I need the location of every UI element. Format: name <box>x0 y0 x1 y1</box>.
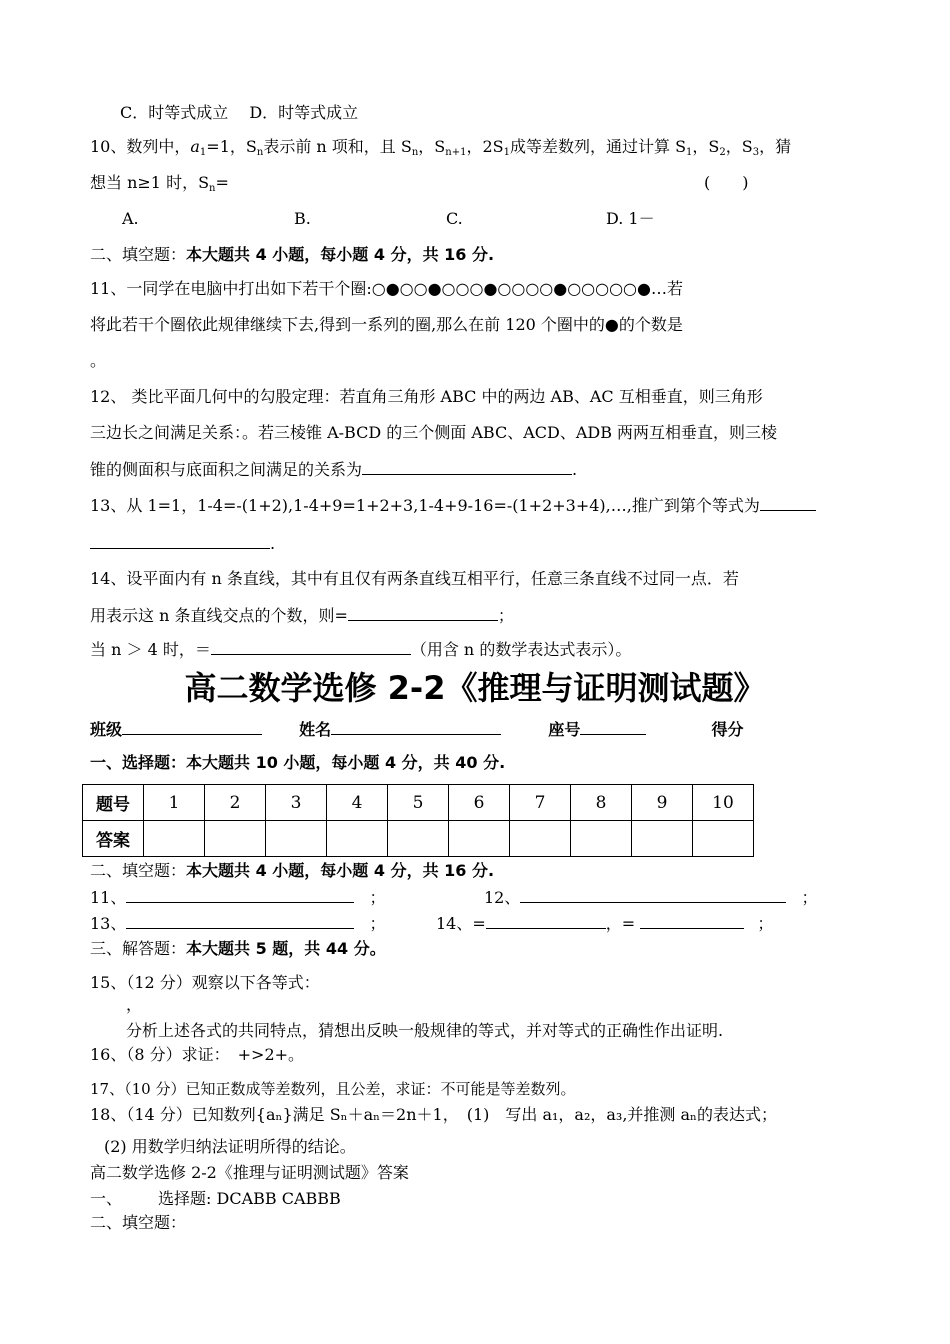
table-cell: 3 <box>266 785 327 821</box>
answer-cell[interactable] <box>388 821 449 857</box>
answer-section1: 一、 选择题: DCABB CABBB <box>90 1189 341 1208</box>
q10-option-d: D. 1－ <box>606 209 655 228</box>
q10-option-a: A. <box>122 209 139 228</box>
q13-blank-1 <box>760 494 816 511</box>
table-cell: 9 <box>632 785 693 821</box>
answer-cell[interactable] <box>327 821 388 857</box>
q15-line1: 15、（12 分）观察以下各等式： <box>90 973 320 992</box>
table-cell: 6 <box>449 785 510 821</box>
q15-line2: ， <box>126 995 143 1014</box>
q18-line1: 18、（14 分）已知数列{aₙ}满足 Sₙ＋aₙ＝2n＋1， (1) 写出 a₁，a₂，a₃,并推测 aₙ的表达式； <box>90 1105 777 1124</box>
answer-cell[interactable] <box>449 821 510 857</box>
answer-blank-13[interactable] <box>126 912 354 929</box>
table-row <box>83 785 754 821</box>
section1-heading: 一、选择题：本大题共 10 小题，每小题 4 分，共 40 分. <box>90 753 506 772</box>
section2b-heading: 二、填空题：本大题共 4 小题，每小题 4 分，共 16 分. <box>90 861 495 880</box>
seat-field[interactable] <box>580 718 646 735</box>
table-header-number: 题号 <box>83 785 144 821</box>
answer-blank-12[interactable] <box>520 886 786 903</box>
class-field[interactable] <box>122 718 262 735</box>
fill-row-1b: 12、 ； <box>484 888 818 907</box>
answer-section2: 二、填空题： <box>90 1213 187 1232</box>
q14-line1: 14、设平面内有 n 条直线，其中有且仅有两条直线互相平行，任意三条直线不过同一点．若 <box>90 569 739 588</box>
table-cell: 7 <box>510 785 571 821</box>
answer-cell[interactable] <box>571 821 632 857</box>
q14-blank-2 <box>211 638 411 655</box>
answer-blank-14b[interactable] <box>640 912 744 929</box>
q13-line1: 13、从 1=1，1-4=-(1+2),1-4+9=1+2+3,1-4+9-16=-(1+2+3+4),…,推广到第个等式为 <box>90 494 816 517</box>
answer-cell[interactable] <box>144 821 205 857</box>
answer-cell[interactable] <box>205 821 266 857</box>
answer-cell[interactable] <box>693 821 754 857</box>
answer-table <box>82 784 754 857</box>
q12-line3: 锥的侧面积与底面积之间满足的关系为 . <box>90 460 578 479</box>
answer-cell[interactable] <box>632 821 693 857</box>
q13-line2: . <box>90 532 275 555</box>
table-cell: 10 <box>693 785 754 821</box>
answer-cell[interactable] <box>266 821 327 857</box>
answer-blank-11[interactable] <box>126 886 354 903</box>
table-row <box>83 821 754 857</box>
q10-line1: 10、数列中，$a_1=1$，$S_n$表示前 n 项和，且 $S_n$，$S_{n+1}$，$2S_1$成等差数列，通过计算 $S_1$，$S_2$，$S_3$，猜 <box>90 137 792 158</box>
q14-blank-1 <box>348 604 498 621</box>
table-cell: 4 <box>327 785 388 821</box>
table-cell: 2 <box>205 785 266 821</box>
q10-option-c: C. <box>446 209 463 228</box>
q12-blank <box>362 458 572 475</box>
q15-line3: 分析上述各式的共同特点，猜想出反映一般规律的等式，并对等式的正确性作出证明. <box>126 1021 724 1040</box>
answer-cell[interactable] <box>510 821 571 857</box>
table-cell: 8 <box>571 785 632 821</box>
q13-blank-2 <box>90 532 270 549</box>
q9-options: C．时等式成立 D．时等式成立 <box>120 103 359 122</box>
q11-line1: 11、一同学在电脑中打出如下若干个圈:○●○○●○○○●○○○○●○○○○○●…若 <box>90 279 683 298</box>
q17: 17、（10 分）已知正数成等差数列，且公差，求证：不可能是等差数列。 <box>90 1080 576 1098</box>
table-header-answer: 答案 <box>83 821 144 857</box>
q16: 16、（8 分）求证： +>2+。 <box>90 1045 305 1064</box>
q14-line2: 用表示这 n 条直线交点的个数，则= ； <box>90 606 514 625</box>
q11-line3: 。 <box>90 351 107 370</box>
q11-line2: 将此若干个圈依此规律继续下去,得到一系列的圈,那么在前 120 个圈中的●的个数是 <box>90 315 683 334</box>
answer-title: 高二数学选修 2-2《推理与证明测试题》答案 <box>90 1163 409 1182</box>
q10-paren: ( ) <box>704 173 749 192</box>
section2-heading: 二、填空题：本大题共 4 小题，每小题 4 分，共 16 分. <box>90 245 495 264</box>
q12-line2: 三边长之间满足关系：。若三棱锥 A-BCD 的三个侧面 ABC、ACD、ADB 两两互相垂直，则三棱 <box>90 423 778 442</box>
q12-line1: 12、 类比平面几何中的勾股定理：若直角三角形 ABC 中的两边 AB、AC 互相垂直，则三角形 <box>90 387 763 406</box>
table-cell: 5 <box>388 785 449 821</box>
fill-row-2: 13、 ； <box>90 914 386 933</box>
student-info-row: 班级 姓名 座号 得分 <box>90 720 744 739</box>
q10-option-b: B. <box>294 209 311 228</box>
table-cell: 1 <box>144 785 205 821</box>
fill-row-1: 11、 ； <box>90 888 386 907</box>
answer-blank-14a[interactable] <box>486 912 606 929</box>
name-field[interactable] <box>331 718 501 735</box>
q14-line3: 当 n ＞ 4 时，＝ （用含 n 的数学表达式表示）。 <box>90 640 632 659</box>
q10-line2: 想当 n≥1 时，$S_n=$ <box>90 173 229 194</box>
q18-line2: (2) 用数学归纳法证明所得的结论。 <box>104 1137 356 1156</box>
fill-row-2b: 14、= ，= ； <box>436 914 774 933</box>
section3-heading: 三、解答题：本大题共 5 题，共 44 分。 <box>90 939 386 958</box>
page-title: 高二数学选修 2-2《推理与证明测试题》 <box>184 669 766 707</box>
